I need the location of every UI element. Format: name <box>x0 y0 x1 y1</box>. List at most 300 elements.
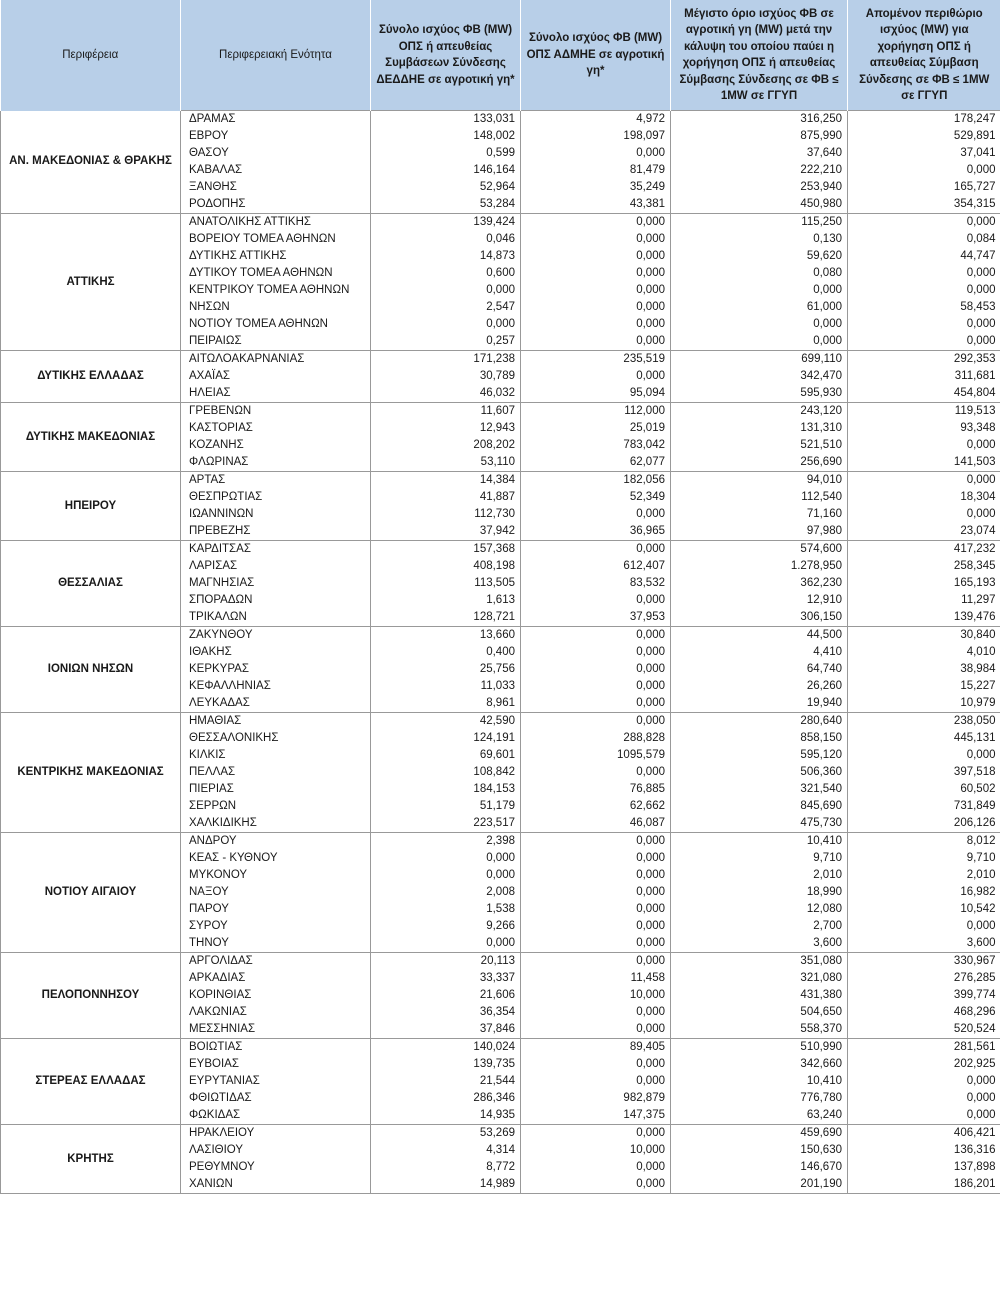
max-capacity-limit-cell: 26,260 <box>671 678 848 695</box>
admie-capacity-cell: 0,000 <box>521 214 671 232</box>
remaining-margin-cell: 186,201 <box>848 1176 1000 1194</box>
admie-capacity-cell: 25,019 <box>521 420 671 437</box>
max-capacity-limit-cell: 595,120 <box>671 747 848 764</box>
admie-capacity-cell: 0,000 <box>521 713 671 731</box>
max-capacity-limit-cell: 595,930 <box>671 385 848 403</box>
admie-capacity-cell: 0,000 <box>521 1004 671 1021</box>
remaining-margin-cell: 15,227 <box>848 678 1000 695</box>
admie-capacity-cell: 0,000 <box>521 299 671 316</box>
deddie-capacity-cell: 42,590 <box>371 713 521 731</box>
admie-capacity-cell: 288,828 <box>521 730 671 747</box>
admie-capacity-cell: 62,662 <box>521 798 671 815</box>
deddie-capacity-cell: 0,046 <box>371 231 521 248</box>
unit-name-cell: ΠΕΙΡΑΙΩΣ <box>181 333 371 351</box>
admie-capacity-cell: 0,000 <box>521 644 671 661</box>
region-cell: ΔΥΤΙΚΗΣ ΕΛΛΑΔΑΣ <box>1 351 181 403</box>
table-header <box>1 0 1000 111</box>
remaining-margin-cell: 202,925 <box>848 1056 1000 1073</box>
unit-name-cell: ΠΑΡΟΥ <box>189 903 229 915</box>
unit-name-cell: ΔΡΑΜΑΣ <box>181 111 371 129</box>
unit-name-cell: ΠΡΕΒΕΖΗΣ <box>181 523 371 541</box>
remaining-margin-cell: 38,984 <box>848 661 1000 678</box>
deddie-capacity-cell: 157,368 <box>371 541 521 559</box>
deddie-capacity-cell: 53,269 <box>371 1125 521 1143</box>
max-capacity-limit-cell: 431,380 <box>671 987 848 1004</box>
deddie-capacity-cell: 20,113 <box>371 953 521 971</box>
table-row <box>1 1039 1000 1057</box>
admie-capacity-cell: 35,249 <box>521 179 671 196</box>
remaining-margin-cell: 0,000 <box>848 918 1000 935</box>
remaining-margin-cell: 417,232 <box>848 541 1000 559</box>
table-row <box>1 403 1000 421</box>
admie-capacity-cell: 89,405 <box>521 1039 671 1057</box>
deddie-capacity-cell: 37,942 <box>371 523 521 541</box>
unit-name-cell: ΦΘΙΩΤΙΔΑΣ <box>189 1092 252 1104</box>
region-cell: ΔΥΤΙΚΗΣ ΜΑΚΕΔΟΝΙΑΣ <box>1 403 181 472</box>
table-row <box>1 627 1000 645</box>
table-row <box>1 713 1000 731</box>
remaining-margin-cell: 139,476 <box>848 609 1000 627</box>
max-capacity-limit-cell: 71,160 <box>671 506 848 523</box>
deddie-capacity-cell: 112,730 <box>371 506 521 523</box>
remaining-margin-cell: 0,000 <box>848 316 1000 333</box>
remaining-margin-cell: 0,000 <box>848 747 1000 764</box>
max-capacity-limit-cell: 243,120 <box>671 403 848 421</box>
unit-name-cell: ΝΗΣΩΝ <box>189 301 230 313</box>
remaining-margin-cell: 0,000 <box>848 162 1000 179</box>
remaining-margin-cell: 0,000 <box>848 1073 1000 1090</box>
remaining-margin-cell: 397,518 <box>848 764 1000 781</box>
remaining-margin-cell: 0,084 <box>848 231 1000 248</box>
remaining-margin-cell: 454,804 <box>848 385 1000 403</box>
remaining-margin-cell: 468,296 <box>848 1004 1000 1021</box>
deddie-capacity-cell: 0,600 <box>371 265 521 282</box>
max-capacity-limit-cell: 0,130 <box>671 231 848 248</box>
remaining-margin-cell: 0,000 <box>848 214 1000 232</box>
remaining-margin-cell: 60,502 <box>848 781 1000 798</box>
deddie-capacity-cell: 0,000 <box>371 935 521 953</box>
unit-name-cell: ΑΧΑΪΑΣ <box>189 370 230 382</box>
deddie-capacity-cell: 139,735 <box>371 1056 521 1073</box>
unit-name-cell: ΑΝΔΡΟΥ <box>181 833 371 851</box>
admie-capacity-cell: 982,879 <box>521 1090 671 1107</box>
admie-capacity-cell: 0,000 <box>521 1073 671 1090</box>
remaining-margin-cell: 119,513 <box>848 403 1000 421</box>
deddie-capacity-cell: 14,989 <box>371 1176 521 1194</box>
admie-capacity-cell: 0,000 <box>521 884 671 901</box>
table-row <box>1 833 1000 851</box>
deddie-capacity-cell: 21,544 <box>371 1073 521 1090</box>
unit-name-cell: ΙΘΑΚΗΣ <box>189 646 232 658</box>
remaining-margin-cell: 399,774 <box>848 987 1000 1004</box>
admie-capacity-cell: 43,381 <box>521 196 671 214</box>
deddie-capacity-cell: 140,024 <box>371 1039 521 1057</box>
deddie-capacity-cell: 4,314 <box>371 1142 521 1159</box>
deddie-capacity-cell: 1,538 <box>371 901 521 918</box>
unit-name-cell: ΘΕΣΣΑΛΟΝΙΚΗΣ <box>189 732 279 744</box>
region-cell: ΑΝ. ΜΑΚΕΔΟΝΙΑΣ & ΘΡΑΚΗΣ <box>1 111 181 214</box>
admie-capacity-cell: 0,000 <box>521 282 671 299</box>
unit-name-cell: ΣΠΟΡΑΔΩΝ <box>189 594 253 606</box>
deddie-capacity-cell: 46,032 <box>371 385 521 403</box>
admie-capacity-cell: 0,000 <box>521 248 671 265</box>
max-capacity-limit-cell: 504,650 <box>671 1004 848 1021</box>
deddie-capacity-cell: 124,191 <box>371 730 521 747</box>
admie-capacity-cell: 0,000 <box>521 918 671 935</box>
max-capacity-limit-cell: 10,410 <box>671 1073 848 1090</box>
remaining-margin-cell: 18,304 <box>848 489 1000 506</box>
deddie-capacity-cell: 53,284 <box>371 196 521 214</box>
max-capacity-limit-cell: 342,660 <box>671 1056 848 1073</box>
admie-capacity-cell: 10,000 <box>521 987 671 1004</box>
deddie-capacity-cell: 128,721 <box>371 609 521 627</box>
deddie-capacity-cell: 2,008 <box>371 884 521 901</box>
deddie-capacity-cell: 37,846 <box>371 1021 521 1039</box>
max-capacity-limit-cell: 63,240 <box>671 1107 848 1125</box>
admie-capacity-cell: 4,972 <box>521 111 671 129</box>
unit-name-cell: ΓΡΕΒΕΝΩΝ <box>181 403 371 421</box>
remaining-margin-cell: 30,840 <box>848 627 1000 645</box>
unit-name-cell: ΜΕΣΣΗΝΙΑΣ <box>181 1021 371 1039</box>
unit-name-cell: ΦΛΩΡΙΝΑΣ <box>181 454 371 472</box>
admie-capacity-cell: 0,000 <box>521 850 671 867</box>
remaining-margin-cell: 10,979 <box>848 695 1000 713</box>
region-cell: ΘΕΣΣΑΛΙΑΣ <box>1 541 181 627</box>
max-capacity-limit-cell: 1.278,950 <box>671 558 848 575</box>
deddie-capacity-cell: 13,660 <box>371 627 521 645</box>
deddie-capacity-cell: 0,000 <box>371 850 521 867</box>
deddie-capacity-cell: 51,179 <box>371 798 521 815</box>
unit-name-cell: ΑΡΓΟΛΙΔΑΣ <box>181 953 371 971</box>
admie-capacity-cell: 0,000 <box>521 678 671 695</box>
unit-name-cell: ΑΙΤΩΛΟΑΚΑΡΝΑΝΙΑΣ <box>181 351 371 369</box>
max-capacity-limit-cell: 59,620 <box>671 248 848 265</box>
admie-capacity-cell: 0,000 <box>521 368 671 385</box>
unit-name-cell: ΘΑΣΟΥ <box>189 147 229 159</box>
deddie-capacity-cell: 11,607 <box>371 403 521 421</box>
admie-capacity-cell: 198,097 <box>521 128 671 145</box>
max-capacity-limit-cell: 112,540 <box>671 489 848 506</box>
admie-capacity-cell: 0,000 <box>521 1021 671 1039</box>
remaining-margin-cell: 0,000 <box>848 472 1000 490</box>
unit-name-cell: ΑΡΚΑΔΙΑΣ <box>189 972 246 984</box>
deddie-capacity-cell: 286,346 <box>371 1090 521 1107</box>
max-capacity-limit-cell: 94,010 <box>671 472 848 490</box>
max-capacity-limit-cell: 44,500 <box>671 627 848 645</box>
remaining-margin-cell: 292,353 <box>848 351 1000 369</box>
table-row <box>1 1125 1000 1143</box>
unit-name-cell: ΘΕΣΠΡΩΤΙΑΣ <box>189 491 263 503</box>
max-capacity-limit-cell: 115,250 <box>671 214 848 232</box>
admie-capacity-cell: 0,000 <box>521 1176 671 1194</box>
unit-name-cell: ΑΡΤΑΣ <box>181 472 371 490</box>
max-capacity-limit-cell: 845,690 <box>671 798 848 815</box>
remaining-margin-cell: 137,898 <box>848 1159 1000 1176</box>
admie-capacity-cell: 0,000 <box>521 541 671 559</box>
unit-name-cell: ΞΑΝΘΗΣ <box>189 181 237 193</box>
remaining-margin-cell: 0,000 <box>848 1090 1000 1107</box>
remaining-margin-cell: 165,193 <box>848 575 1000 592</box>
max-capacity-limit-cell: 351,080 <box>671 953 848 971</box>
unit-name-cell: ΣΥΡΟΥ <box>189 920 228 932</box>
deddie-capacity-cell: 12,943 <box>371 420 521 437</box>
remaining-margin-cell: 529,891 <box>848 128 1000 145</box>
deddie-capacity-cell: 0,000 <box>371 316 521 333</box>
max-capacity-limit-cell: 12,910 <box>671 592 848 609</box>
deddie-capacity-cell: 52,964 <box>371 179 521 196</box>
admie-capacity-cell: 76,885 <box>521 781 671 798</box>
unit-name-cell: ΧΑΝΙΩΝ <box>181 1176 371 1194</box>
table-row <box>1 351 1000 369</box>
unit-name-cell: ΚΕΑΣ - ΚΥΘΝΟΥ <box>189 852 278 864</box>
deddie-capacity-cell: 146,164 <box>371 162 521 179</box>
max-capacity-limit-cell: 9,710 <box>671 850 848 867</box>
deddie-capacity-cell: 69,601 <box>371 747 521 764</box>
remaining-margin-cell: 731,849 <box>848 798 1000 815</box>
deddie-capacity-cell: 33,337 <box>371 970 521 987</box>
max-capacity-limit-cell: 459,690 <box>671 1125 848 1143</box>
deddie-capacity-cell: 0,599 <box>371 145 521 162</box>
unit-name-cell: ΤΗΝΟΥ <box>181 935 371 953</box>
unit-name-cell: ΚΑΡΔΙΤΣΑΣ <box>181 541 371 559</box>
region-cell: ΗΠΕΙΡΟΥ <box>1 472 181 541</box>
region-cell: ΚΡΗΤΗΣ <box>1 1125 181 1194</box>
deddie-capacity-cell: 53,110 <box>371 454 521 472</box>
max-capacity-limit-cell: 0,000 <box>671 333 848 351</box>
unit-name-cell: ΕΥΡΥΤΑΝΙΑΣ <box>189 1075 260 1087</box>
remaining-margin-cell: 8,012 <box>848 833 1000 851</box>
unit-name-cell: ΧΑΛΚΙΔΙΚΗΣ <box>181 815 371 833</box>
admie-capacity-cell: 0,000 <box>521 333 671 351</box>
unit-name-cell: ΠΕΛΛΑΣ <box>189 766 236 778</box>
admie-capacity-cell: 0,000 <box>521 661 671 678</box>
region-cell: ΣΤΕΡΕΑΣ ΕΛΛΑΔΑΣ <box>1 1039 181 1125</box>
max-capacity-limit-cell: 253,940 <box>671 179 848 196</box>
header-region: Περιφέρεια <box>1 0 181 111</box>
remaining-margin-cell: 0,000 <box>848 1107 1000 1125</box>
max-capacity-limit-cell: 256,690 <box>671 454 848 472</box>
unit-name-cell: ΕΒΡΟΥ <box>189 130 229 142</box>
remaining-margin-cell: 354,315 <box>848 196 1000 214</box>
deddie-capacity-cell: 113,505 <box>371 575 521 592</box>
max-capacity-limit-cell: 450,980 <box>671 196 848 214</box>
admie-capacity-cell: 0,000 <box>521 1159 671 1176</box>
admie-capacity-cell: 0,000 <box>521 935 671 953</box>
header-remaining-margin: Απομένον περιθώριο ισχύος (MW) για χορήγηση ΟΠΣ ή απευθείας Σύμβαση Σύνδεσης σε ΦΒ ≤ 1MW σε ΓΓΥΠ <box>848 0 1000 111</box>
unit-name-cell: ΤΡΙΚΑΛΩΝ <box>181 609 371 627</box>
max-capacity-limit-cell: 321,080 <box>671 970 848 987</box>
remaining-margin-cell: 2,010 <box>848 867 1000 884</box>
max-capacity-limit-cell: 510,990 <box>671 1039 848 1057</box>
remaining-margin-cell: 276,285 <box>848 970 1000 987</box>
admie-capacity-cell: 83,532 <box>521 575 671 592</box>
header-deddie-capacity: Σύνολο ισχύος ΦΒ (MW) ΟΠΣ ή απευθείας Συμβάσεων Σύνδεσης ΔΕΔΔΗΕ σε αγροτική γη* <box>371 0 521 111</box>
admie-capacity-cell: 0,000 <box>521 1056 671 1073</box>
admie-capacity-cell: 0,000 <box>521 265 671 282</box>
max-capacity-limit-cell: 875,990 <box>671 128 848 145</box>
header-admie-capacity: Σύνολο ισχύος ΦΒ (MW) ΟΠΣ ΑΔΜΗΕ σε αγροτική γη* <box>521 0 671 111</box>
remaining-margin-cell: 23,074 <box>848 523 1000 541</box>
remaining-margin-cell: 445,131 <box>848 730 1000 747</box>
admie-capacity-cell: 36,965 <box>521 523 671 541</box>
deddie-capacity-cell: 8,961 <box>371 695 521 713</box>
table-row <box>1 472 1000 490</box>
remaining-margin-cell: 178,247 <box>848 111 1000 129</box>
unit-name-cell: ΙΩΑΝΝΙΝΩΝ <box>189 508 254 520</box>
max-capacity-limit-cell: 0,000 <box>671 282 848 299</box>
remaining-margin-cell: 10,542 <box>848 901 1000 918</box>
remaining-margin-cell: 0,000 <box>848 506 1000 523</box>
deddie-capacity-cell: 208,202 <box>371 437 521 454</box>
admie-capacity-cell: 1095,579 <box>521 747 671 764</box>
deddie-capacity-cell: 30,789 <box>371 368 521 385</box>
unit-name-cell: ΡΕΘΥΜΝΟΥ <box>189 1161 255 1173</box>
max-capacity-limit-cell: 64,740 <box>671 661 848 678</box>
remaining-margin-cell: 0,000 <box>848 333 1000 351</box>
deddie-capacity-cell: 14,873 <box>371 248 521 265</box>
unit-name-cell: ΜΑΓΝΗΣΙΑΣ <box>189 577 255 589</box>
max-capacity-limit-cell: 18,990 <box>671 884 848 901</box>
max-capacity-limit-cell: 0,000 <box>671 316 848 333</box>
max-capacity-limit-cell: 201,190 <box>671 1176 848 1194</box>
admie-capacity-cell: 0,000 <box>521 506 671 523</box>
admie-capacity-cell: 0,000 <box>521 231 671 248</box>
unit-name-cell: ΖΑΚΥΝΘΟΥ <box>181 627 371 645</box>
max-capacity-limit-cell: 321,540 <box>671 781 848 798</box>
admie-capacity-cell: 612,407 <box>521 558 671 575</box>
unit-name-cell: ΗΡΑΚΛΕΙΟΥ <box>181 1125 371 1143</box>
remaining-margin-cell: 44,747 <box>848 248 1000 265</box>
max-capacity-limit-cell: 222,210 <box>671 162 848 179</box>
admie-capacity-cell: 52,349 <box>521 489 671 506</box>
unit-name-cell: ΚΑΒΑΛΑΣ <box>189 164 243 176</box>
remaining-margin-cell: 58,453 <box>848 299 1000 316</box>
header-row <box>1 0 1000 111</box>
region-cell: ΑΤΤΙΚΗΣ <box>1 214 181 351</box>
max-capacity-limit-cell: 12,080 <box>671 901 848 918</box>
max-capacity-limit-cell: 10,410 <box>671 833 848 851</box>
remaining-margin-cell: 136,316 <box>848 1142 1000 1159</box>
unit-name-cell: ΛΑΣΙΘΙΟΥ <box>189 1144 244 1156</box>
admie-capacity-cell: 182,056 <box>521 472 671 490</box>
deddie-capacity-cell: 184,153 <box>371 781 521 798</box>
region-cell: ΙΟΝΙΩΝ ΝΗΣΩΝ <box>1 627 181 713</box>
admie-capacity-cell: 95,094 <box>521 385 671 403</box>
admie-capacity-cell: 0,000 <box>521 627 671 645</box>
admie-capacity-cell: 0,000 <box>521 592 671 609</box>
admie-capacity-cell: 235,519 <box>521 351 671 369</box>
admie-capacity-cell: 11,458 <box>521 970 671 987</box>
admie-capacity-cell: 0,000 <box>521 867 671 884</box>
region-cell: ΝΟΤΙΟΥ ΑΙΓΑΙΟΥ <box>1 833 181 953</box>
admie-capacity-cell: 0,000 <box>521 695 671 713</box>
table-row <box>1 541 1000 559</box>
unit-name-cell: ΒΟΡΕΙΟΥ ΤΟΜΕΑ ΑΘΗΝΩΝ <box>189 233 336 245</box>
table-row <box>1 111 1000 129</box>
max-capacity-limit-cell: 2,010 <box>671 867 848 884</box>
unit-name-cell: ΛΑΡΙΣΑΣ <box>189 560 238 572</box>
deddie-capacity-cell: 14,384 <box>371 472 521 490</box>
remaining-margin-cell: 311,681 <box>848 368 1000 385</box>
remaining-margin-cell: 3,600 <box>848 935 1000 953</box>
remaining-margin-cell: 0,000 <box>848 265 1000 282</box>
remaining-margin-cell: 16,982 <box>848 884 1000 901</box>
admie-capacity-cell: 0,000 <box>521 901 671 918</box>
remaining-margin-cell: 520,524 <box>848 1021 1000 1039</box>
deddie-capacity-cell: 148,002 <box>371 128 521 145</box>
table-body <box>1 111 1000 1194</box>
remaining-margin-cell: 238,050 <box>848 713 1000 731</box>
max-capacity-limit-cell: 61,000 <box>671 299 848 316</box>
admie-capacity-cell: 0,000 <box>521 833 671 851</box>
admie-capacity-cell: 112,000 <box>521 403 671 421</box>
remaining-margin-cell: 9,710 <box>848 850 1000 867</box>
deddie-capacity-cell: 0,000 <box>371 282 521 299</box>
unit-name-cell: ΚΕΡΚΥΡΑΣ <box>189 663 249 675</box>
remaining-margin-cell: 0,000 <box>848 282 1000 299</box>
table-row <box>1 214 1000 232</box>
deddie-capacity-cell: 171,238 <box>371 351 521 369</box>
max-capacity-limit-cell: 342,470 <box>671 368 848 385</box>
deddie-capacity-cell: 408,198 <box>371 558 521 575</box>
unit-name-cell: ΚΟΡΙΝΘΙΑΣ <box>189 989 252 1001</box>
remaining-margin-cell: 4,010 <box>848 644 1000 661</box>
region-cell: ΠΕΛΟΠΟΝΝΗΣΟΥ <box>1 953 181 1039</box>
max-capacity-limit-cell: 574,600 <box>671 541 848 559</box>
deddie-capacity-cell: 25,756 <box>371 661 521 678</box>
admie-capacity-cell: 10,000 <box>521 1142 671 1159</box>
unit-name-cell: ΚΙΛΚΙΣ <box>189 749 226 761</box>
deddie-capacity-cell: 41,887 <box>371 489 521 506</box>
max-capacity-limit-cell: 2,700 <box>671 918 848 935</box>
admie-capacity-cell: 0,000 <box>521 1125 671 1143</box>
max-capacity-limit-cell: 0,080 <box>671 265 848 282</box>
deddie-capacity-cell: 8,772 <box>371 1159 521 1176</box>
max-capacity-limit-cell: 475,730 <box>671 815 848 833</box>
remaining-margin-cell: 406,421 <box>848 1125 1000 1143</box>
unit-name-cell: ΚΕΝΤΡΙΚΟΥ ΤΟΜΕΑ ΑΘΗΝΩΝ <box>189 284 350 296</box>
remaining-margin-cell: 11,297 <box>848 592 1000 609</box>
max-capacity-limit-cell: 150,630 <box>671 1142 848 1159</box>
max-capacity-limit-cell: 776,780 <box>671 1090 848 1107</box>
remaining-margin-cell: 0,000 <box>848 437 1000 454</box>
max-capacity-limit-cell: 131,310 <box>671 420 848 437</box>
remaining-margin-cell: 165,727 <box>848 179 1000 196</box>
unit-name-cell: ΣΕΡΡΩΝ <box>189 800 237 812</box>
deddie-capacity-cell: 21,606 <box>371 987 521 1004</box>
unit-name-cell: ΛΕΥΚΑΔΑΣ <box>181 695 371 713</box>
admie-capacity-cell: 147,375 <box>521 1107 671 1125</box>
max-capacity-limit-cell: 4,410 <box>671 644 848 661</box>
remaining-margin-cell: 206,126 <box>848 815 1000 833</box>
deddie-capacity-cell: 36,354 <box>371 1004 521 1021</box>
unit-name-cell: ΕΥΒΟΙΑΣ <box>189 1058 239 1070</box>
remaining-margin-cell: 258,345 <box>848 558 1000 575</box>
unit-name-cell: ΦΩΚΙΔΑΣ <box>181 1107 371 1125</box>
deddie-capacity-cell: 139,424 <box>371 214 521 232</box>
max-capacity-limit-cell: 858,150 <box>671 730 848 747</box>
max-capacity-limit-cell: 316,250 <box>671 111 848 129</box>
admie-capacity-cell: 0,000 <box>521 953 671 971</box>
max-capacity-limit-cell: 280,640 <box>671 713 848 731</box>
deddie-capacity-cell: 2,398 <box>371 833 521 851</box>
remaining-margin-cell: 93,348 <box>848 420 1000 437</box>
unit-name-cell: ΝΟΤΙΟΥ ΤΟΜΕΑ ΑΘΗΝΩΝ <box>189 318 328 330</box>
header-max-capacity-limit: Μέγιστο όριο ισχύος ΦΒ σε αγροτική γη (MW) μετά την κάλυψη του οποίου παύει η χορήγηση ΟΠΣ ή απευθείας Σύμβασης Σύνδεσης σε ΦΒ ≤ 1MW σε ΓΓΥΠ <box>671 0 848 111</box>
unit-name-cell: ΗΛΕΙΑΣ <box>181 385 371 403</box>
remaining-margin-cell: 281,561 <box>848 1039 1000 1057</box>
admie-capacity-cell: 0,000 <box>521 316 671 333</box>
